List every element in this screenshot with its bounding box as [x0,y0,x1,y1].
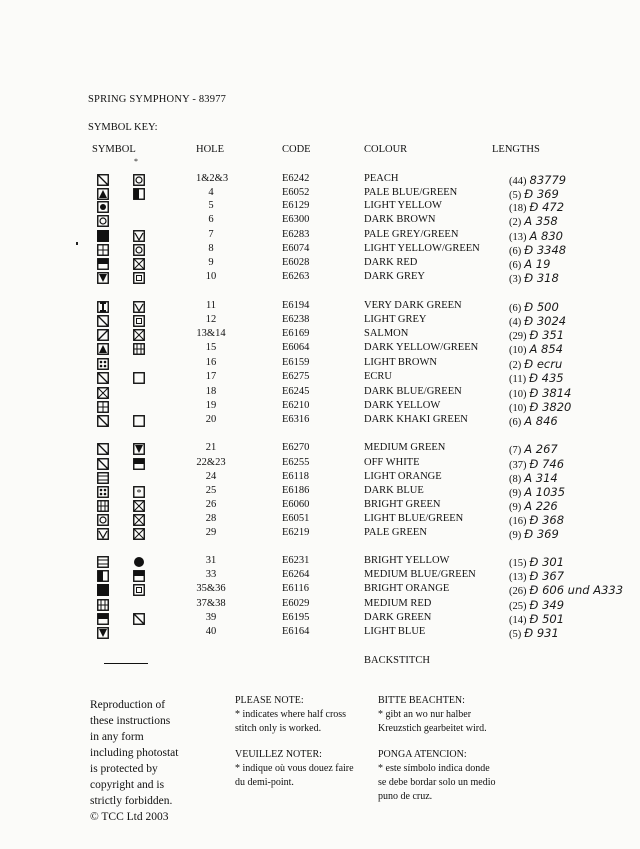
handwritten-note: A 267 [524,442,558,456]
svg-text:*: * [136,488,142,498]
code-cell: E6051 [282,513,310,524]
length-count: (18) [509,203,527,214]
key-row [0,499,640,513]
left-stitch-symbol-icon [97,613,109,625]
colour-cell: SALMON [364,328,409,339]
length-count: (9) [509,488,522,499]
half-cross-marker: * [134,157,138,166]
hole-cell: 7 [208,229,214,240]
colour-cell: PALE GREEN [364,527,427,538]
code-cell: E6169 [282,328,310,339]
right-stitch-symbol-icon [133,458,145,470]
key-row [0,371,640,385]
handwritten-note: Ð 3820 [529,400,572,414]
length-cell [509,328,564,342]
note-german [378,694,487,736]
length-count: (8) [509,474,522,485]
note-line: du demi-point. [235,777,294,788]
left-stitch-symbol-icon [97,188,109,200]
length-count: (11) [509,374,527,385]
left-stitch-symbol-icon [97,258,109,270]
left-stitch-symbol-icon [97,244,109,256]
copyright-line: © TCC Ltd 2003 [90,811,169,823]
colour-cell: DARK YELLOW [364,400,441,411]
colour-cell: DARK GREY [364,271,425,282]
colour-cell: PEACH [364,173,399,184]
handwritten-note: Ð 472 [529,200,565,214]
length-cell [509,598,564,612]
key-row [0,569,640,583]
handwritten-note: Ð 435 [529,371,564,385]
length-cell [509,342,563,356]
key-row [0,271,640,285]
right-stitch-symbol-icon [133,272,145,284]
hole-cell: 16 [205,357,217,368]
left-stitch-symbol-icon [97,415,109,427]
length-cell [509,257,550,271]
key-row [0,555,640,569]
right-stitch-symbol-icon [133,188,145,200]
left-stitch-symbol-icon [97,174,109,186]
key-row [0,214,640,228]
note-french [235,748,354,790]
left-stitch-symbol-icon [97,215,109,227]
hole-cell: 28 [205,513,217,524]
length-cell [509,471,558,485]
handwritten-note: A 854 [529,342,563,356]
left-stitch-symbol-icon [97,556,109,568]
left-stitch-symbol-icon [97,230,109,242]
code-cell: E6270 [282,442,310,453]
length-count: (14) [509,615,527,626]
hole-cell: 18 [205,386,217,397]
colour-cell: DARK BROWN [364,214,436,225]
left-stitch-symbol-icon [97,315,109,327]
left-stitch-symbol-icon [97,584,109,596]
left-stitch-symbol-icon [97,528,109,540]
note-line: se debe bordar solo un medio [378,777,496,788]
hole-cell: 37&38 [196,598,226,609]
left-stitch-symbol-icon [97,627,109,639]
key-row [0,173,640,187]
length-count: (10) [509,389,527,400]
length-cell [509,357,562,371]
length-count: (2) [509,360,522,371]
colour-cell: LIGHT YELLOW [364,200,442,211]
page-title: SPRING SYMPHONY - 83977 [88,94,227,105]
length-cell [509,243,566,257]
note-line: stitch only is worked. [235,723,322,734]
length-count: (6) [509,260,522,271]
handwritten-note: A 830 [529,229,563,243]
key-row [0,442,640,456]
code-cell: E6164 [282,626,310,637]
length-count: (10) [509,345,527,356]
right-stitch-symbol-icon [133,315,145,327]
length-count: (9) [509,502,522,513]
key-row [0,342,640,356]
right-stitch-symbol-icon [133,230,145,242]
hole-cell: 4 [208,187,214,198]
left-stitch-symbol-icon [97,486,109,498]
right-stitch-symbol-icon [133,343,145,355]
length-cell [509,271,559,285]
length-count: (37) [509,460,527,471]
header-lengths: LENGTHS [492,144,540,155]
hole-cell: 9 [208,257,214,268]
colour-cell: PALE GREY/GREEN [364,229,459,240]
length-cell [509,612,564,626]
code-cell: E6194 [282,300,310,311]
colour-cell: MEDIUM RED [364,598,432,609]
key-row [0,527,640,541]
colour-cell: DARK BLUE/GREEN [364,386,462,397]
key-row [0,328,640,342]
header-colour: COLOUR [364,144,408,155]
key-row [0,229,640,243]
code-cell: E6118 [282,471,310,482]
copyright-line: these instructions [90,715,171,727]
hole-cell: 22&23 [196,457,226,468]
left-stitch-symbol-icon [97,201,109,213]
code-cell: E6052 [282,187,310,198]
length-count: (44) [509,176,527,187]
length-count: (4) [509,317,522,328]
left-stitch-symbol-icon [97,514,109,526]
code-cell: E6245 [282,386,310,397]
left-stitch-symbol-icon [97,343,109,355]
handwritten-note: A 1035 [524,485,566,499]
note-line: * este símbolo indica donde [378,763,490,774]
handwritten-note: Ð 349 [529,598,565,612]
length-cell [509,569,564,583]
left-stitch-symbol-icon [97,458,109,470]
length-cell [509,513,564,527]
length-cell [509,555,564,569]
key-row [0,612,640,626]
handwritten-note: A 314 [524,471,558,485]
hole-cell: 17 [205,371,217,382]
copyright-line: Reproduction of [90,699,166,711]
hole-cell: 31 [205,555,217,566]
right-stitch-symbol-icon [133,415,145,427]
hole-cell: 11 [205,300,217,311]
hole-cell: 1&2&3 [196,173,229,184]
hole-cell: 40 [205,626,217,637]
colour-cell: ECRU [364,371,393,382]
length-count: (10) [509,403,527,414]
length-cell [509,229,563,243]
colour-cell: MEDIUM GREEN [364,442,446,453]
backstitch-label: BACKSTITCH [364,655,430,666]
note-line: * gibt an wo nur halber [378,709,472,720]
handwritten-note: Ð 606 und A333 [529,583,624,597]
handwritten-note: A 358 [524,214,558,228]
note-title: VEUILLEZ NOTER: [235,749,322,760]
handwritten-note: A 846 [524,414,558,428]
length-cell [509,371,564,385]
handwritten-note: 83779 [529,173,567,187]
code-cell: E6195 [282,612,310,623]
key-row [0,357,640,371]
hole-cell: 12 [205,314,217,325]
code-cell: E6064 [282,342,310,353]
length-cell [509,314,566,328]
length-count: (9) [509,530,522,541]
key-row [0,257,640,271]
code-cell: E6238 [282,314,310,325]
hole-cell: 19 [205,400,217,411]
left-stitch-symbol-icon [97,500,109,512]
hole-cell: 33 [205,569,217,580]
hole-cell: 26 [205,499,217,510]
right-stitch-symbol-icon [133,258,145,270]
key-row [0,187,640,201]
copyright-line: copyright and is [90,779,165,791]
note-title: PLEASE NOTE: [235,695,304,706]
length-count: (29) [509,331,527,342]
colour-cell: LIGHT YELLOW/GREEN [364,243,480,254]
length-cell [509,499,558,513]
key-row [0,513,640,527]
handwritten-note: Ð 318 [524,271,559,285]
length-cell [509,527,559,541]
left-stitch-symbol-icon [97,358,109,370]
right-stitch-symbol-icon [133,528,145,540]
length-cell [509,300,559,314]
handwritten-note: Ð 369 [524,187,559,201]
note-line: * indique où vous douez faire [235,763,354,774]
note-line: puno de cruz. [378,791,433,802]
colour-cell: DARK BLUE [364,485,424,496]
note-spanish [378,748,495,804]
copyright-line: strictly forbidden. [90,795,173,807]
hole-cell: 25 [205,485,217,496]
code-cell: E6283 [282,229,310,240]
length-count: (5) [509,190,522,201]
note-title: PONGA ATENCION: [378,749,467,760]
length-cell [509,173,566,187]
note-title: BITTE BEACHTEN: [378,695,465,706]
hole-cell: 6 [208,214,214,225]
length-cell [509,214,558,228]
hole-cell: 15 [205,342,217,353]
colour-cell: BRIGHT ORANGE [364,583,450,594]
length-count: (3) [509,274,522,285]
left-stitch-symbol-icon [97,401,109,413]
right-stitch-symbol-icon [133,570,145,582]
left-stitch-symbol-icon [97,301,109,313]
code-cell: E6300 [282,214,310,225]
handwritten-note: Ð ecru [524,357,563,371]
left-stitch-symbol-icon [97,599,109,611]
colour-cell: VERY DARK GREEN [364,300,462,311]
colour-cell: PALE BLUE/GREEN [364,187,458,198]
length-cell [509,400,571,414]
colour-cell: LIGHT GREY [364,314,427,325]
key-row [0,583,640,597]
length-cell [509,485,565,499]
key-row [0,414,640,428]
handwritten-note: Ð 746 [529,457,565,471]
handwritten-note: Ð 367 [529,569,565,583]
handwritten-note: A 226 [524,499,558,513]
key-row [0,400,640,414]
code-cell: E6264 [282,569,310,580]
code-cell: E6255 [282,457,310,468]
note-line: Kreuzstich gearbeitet wird. [378,723,487,734]
length-count: (13) [509,572,527,583]
note-line: * indicates where half cross [235,709,347,720]
hole-cell: 35&36 [196,583,226,594]
handwritten-note: Ð 3814 [529,386,572,400]
right-stitch-symbol-icon [133,613,145,625]
handwritten-note: Ð 369 [524,527,559,541]
right-stitch-symbol-icon [133,486,145,498]
hole-cell: 8 [208,243,214,254]
colour-cell: LIGHT BROWN [364,357,438,368]
length-cell [509,414,558,428]
copyright-line: in any form [90,731,144,743]
backstitch-line-sample [104,663,148,664]
right-stitch-symbol-icon [133,301,145,313]
colour-cell: DARK YELLOW/GREEN [364,342,479,353]
note-english [235,694,346,736]
left-stitch-symbol-icon [97,372,109,384]
code-cell: E6074 [282,243,310,254]
length-cell [509,187,559,201]
right-stitch-symbol-icon [133,329,145,341]
colour-cell: DARK RED [364,257,418,268]
handwritten-note: Ð 3348 [524,243,567,257]
left-stitch-symbol-icon [97,570,109,582]
key-row [0,200,640,214]
length-cell [509,626,559,640]
hole-cell: 29 [205,527,217,538]
right-stitch-symbol-icon [133,443,145,455]
length-cell [509,583,623,597]
key-row [0,243,640,257]
handwritten-note: Ð 501 [529,612,565,626]
right-stitch-symbol-icon [133,556,145,568]
key-row [0,386,640,400]
colour-cell: BRIGHT YELLOW [364,555,450,566]
code-cell: E6219 [282,527,310,538]
length-count: (26) [509,586,527,597]
code-cell: E6242 [282,173,310,184]
colour-cell: OFF WHITE [364,457,420,468]
key-row [0,626,640,640]
hole-cell: 10 [205,271,217,282]
code-cell: E6159 [282,357,310,368]
header-code: CODE [282,144,311,155]
colour-cell: LIGHT ORANGE [364,471,442,482]
left-stitch-symbol-icon [97,443,109,455]
right-stitch-symbol-icon [133,244,145,256]
code-cell: E6116 [282,583,310,594]
key-row [0,485,640,499]
copyright-line: is protected by [90,763,158,775]
key-row [0,471,640,485]
left-stitch-symbol-icon [97,329,109,341]
handwritten-note: Ð 500 [524,300,559,314]
length-count: (7) [509,445,522,456]
right-stitch-symbol-icon [133,584,145,596]
key-row [0,457,640,471]
hole-cell: 21 [205,442,217,453]
code-cell: E6210 [282,400,310,411]
colour-cell: BRIGHT GREEN [364,499,441,510]
length-count: (25) [509,601,527,612]
length-count: (6) [509,303,522,314]
hole-cell: 20 [205,414,217,425]
length-count: (6) [509,417,522,428]
code-cell: E6028 [282,257,310,268]
hole-cell: 24 [205,471,217,482]
code-cell: E6029 [282,598,310,609]
code-cell: E6316 [282,414,310,425]
handwritten-note: Ð 931 [524,626,559,640]
copyright-notice [90,697,210,825]
handwritten-note: Ð 301 [529,555,565,569]
code-cell: E6129 [282,200,310,211]
right-stitch-symbol-icon [133,500,145,512]
colour-cell: LIGHT BLUE [364,626,426,637]
handwritten-note: Ð 351 [529,328,565,342]
left-stitch-symbol-icon [97,472,109,484]
handwritten-note: Ð 368 [529,513,565,527]
length-cell [509,200,564,214]
code-cell: E6060 [282,499,310,510]
colour-cell: DARK GREEN [364,612,432,623]
header-symbol: SYMBOL [92,144,136,155]
length-cell [509,457,564,471]
left-stitch-symbol-icon [97,387,109,399]
length-count: (13) [509,232,527,243]
key-row [0,314,640,328]
length-count: (6) [509,246,522,257]
length-cell [509,442,558,456]
code-cell: E6231 [282,555,310,566]
right-stitch-symbol-icon [133,174,145,186]
hole-cell: 39 [205,612,217,623]
code-cell: E6186 [282,485,310,496]
hole-cell: 13&14 [196,328,226,339]
colour-cell: LIGHT BLUE/GREEN [364,513,464,524]
colour-cell: MEDIUM BLUE/GREEN [364,569,476,580]
right-stitch-symbol-icon [133,514,145,526]
code-cell: E6275 [282,371,310,382]
key-row [0,598,640,612]
length-count: (2) [509,217,522,228]
key-row [0,300,640,314]
length-count: (15) [509,558,527,569]
left-stitch-symbol-icon [97,272,109,284]
handwritten-note: Ð 3024 [524,314,567,328]
header-hole: HOLE [196,144,224,155]
colour-cell: DARK KHAKI GREEN [364,414,468,425]
hole-cell: 5 [208,200,214,211]
handwritten-note: A 19 [524,257,551,271]
code-cell: E6263 [282,271,310,282]
copyright-line: including photostat [90,747,179,759]
length-cell [509,386,571,400]
symbol-key-label: SYMBOL KEY: [88,122,158,133]
right-stitch-symbol-icon [133,372,145,384]
length-count: (5) [509,629,522,640]
length-count: (16) [509,516,527,527]
